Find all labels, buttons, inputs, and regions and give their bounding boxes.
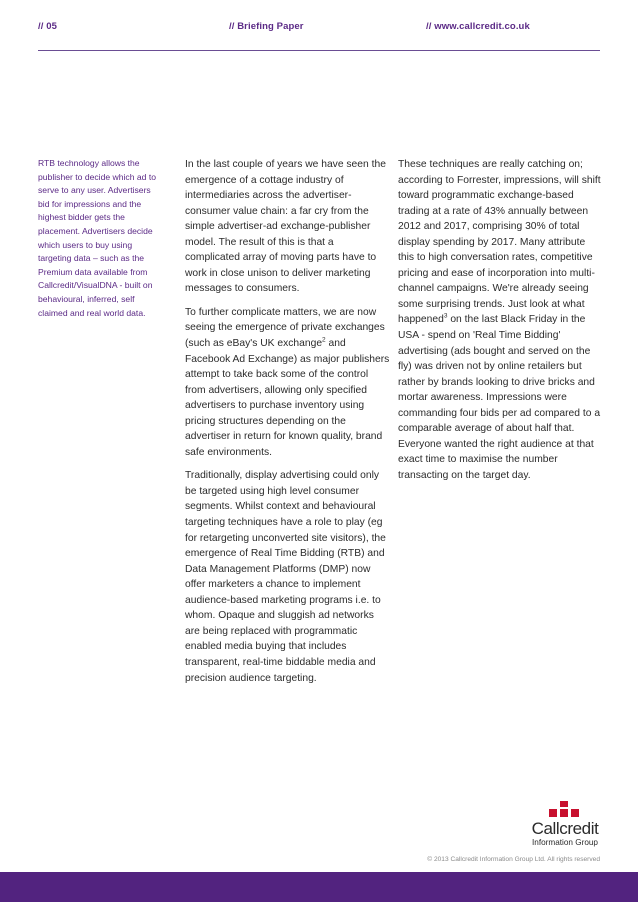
text-column-right	[398, 157, 604, 491]
paragraph	[398, 157, 604, 483]
website-url[interactable]: // www.callcredit.co.uk	[426, 21, 530, 32]
page-number: // 05	[38, 21, 57, 32]
callcredit-logo-mark-icon	[544, 801, 584, 821]
paragraph-text: These techniques are really catching on; according to Forrester, impressions, will shift toward programmatic exchange-based trading at a rate of 43% annually between 2012 and 2017, comprising 30% of total display spending by 2017. Many attribute this to high conversation rates, competitive pricing and ease of incorporation into multi-channel campaigns. We're already seeing some surprising trends. Just look at what happened	[398, 159, 601, 326]
text-column-left	[185, 157, 391, 694]
footnote-ref[interactable]: 3	[443, 313, 448, 321]
header-rule	[38, 50, 600, 51]
paragraph-text: and Facebook Ad Exchange) as major publishers attempt to take back some of the control from advertisers, allowing only specified advertisers to purchase inventory using pricing structures depending on the advertiser in return for known quality, brand safe environments.	[185, 338, 390, 458]
logo-square-left	[549, 809, 557, 817]
callcredit-logo	[525, 801, 605, 851]
logo-square-right	[571, 809, 579, 817]
sidenote: RTB technology allows the publisher to decide which ad to serve to any user. Advertisers bid for impressions and the highest bidder gets the placement. Advertisers decide which users to buy using targeting data – such as the Premium data available from Callcredit/VisualDNA - built on behavioural, inferred, self claimed and real world data.	[38, 158, 157, 318]
paragraph	[185, 305, 391, 460]
paragraph: In the last couple of years we have seen the emergence of a cottage industry of intermediaries across the advertiser-consumer value chain: a far cry from the simple advertiser-ad exchange-publisher model. The result of this is that a complicated array of moving parts have to work in close unison to deliver marketing messages to consumers.	[185, 159, 386, 295]
logo-subtitle: Information Group	[532, 838, 598, 847]
document-title: // Briefing Paper	[229, 21, 304, 32]
copyright-notice: © 2013 Callcredit Information Group Ltd. All rights reserved	[427, 856, 600, 863]
footer-bar	[0, 872, 638, 902]
paragraph-text: To further complicate matters, we are now seeing the emergence of private exchanges (such as eBay's UK exchange	[185, 306, 385, 350]
footnote-ref[interactable]: 2	[322, 336, 326, 344]
paragraph-text: on the last Black Friday in the USA - spend on 'Real Time Bidding' advertising (ads bought and served on the fly) was driven not by online retailers but rather by brands looking to drive bricks and mortar awareness. Impressions were commanding four bids per ad compared to a comparable average of about half that. Everyone wanted the right audience at that exact time to maximise the number transacting on the target day.	[398, 314, 601, 481]
logo-wordmark: Callcredit	[531, 819, 599, 838]
paragraph: Traditionally, display advertising could only be targeted using high level consumer segments. Whilst context and behavioural targeting techniques have a role to play (eg for retargeting unconverted site visitors), the emergence of Real Time Bidding (RTB) and Data Management Platforms (DMP) now offer marketers a chance to implement audience-based marketing programs i.e. to whom. Opaque and sluggish ad networks are being replaced with programmatic enabled media buying that includes transparent, real-time biddable media and precision audience targeting.	[185, 470, 386, 684]
logo-square-top	[560, 801, 568, 807]
logo-square-center	[560, 809, 568, 817]
